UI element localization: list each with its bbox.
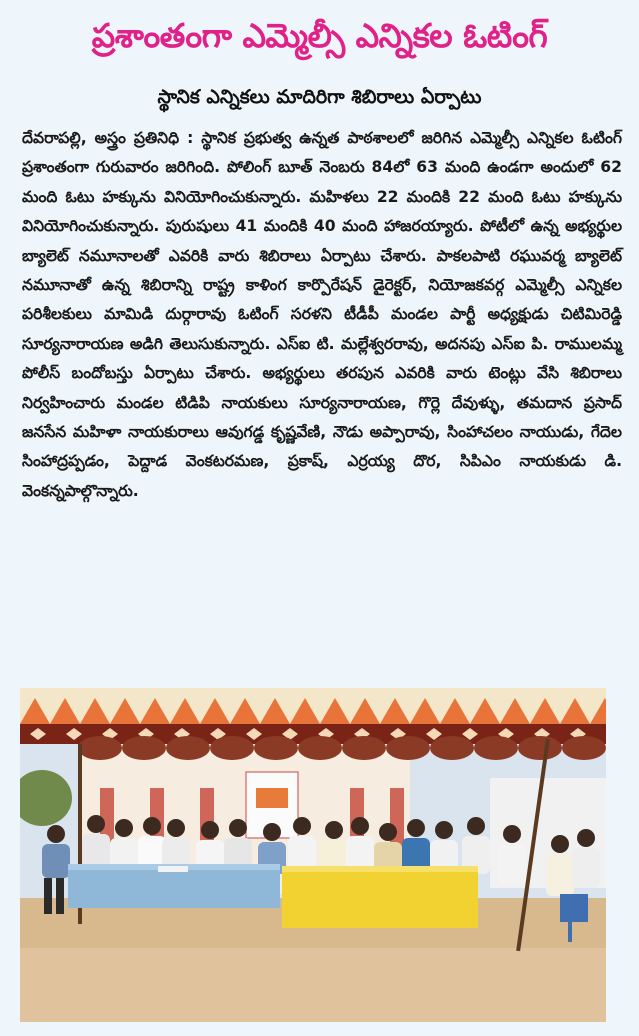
photo-illustration bbox=[20, 688, 606, 1022]
headline: ప్రశాంతంగా ఎమ్మెల్సీ ఎన్నికల ఓటింగ్ bbox=[91, 16, 548, 55]
kicker-text bbox=[22, 0, 322, 6]
article-dateline: దేవరాపల్లి, అస్త్రం ప్రతినిధి : bbox=[22, 129, 194, 147]
article-text: స్థానిక ప్రభుత్వ ఉన్నత పాఠశాలలో జరిగిన ఎమ్మెల్సీ ఎన్నికల ఓటింగ్ ప్రశాంతంగా గురువారం జరిగింది. పోలింగ్ బూత్ నెంబరు 84లో 63 మంది ఉండగా అందులో 62 మంది ఓటు హక్కును వినియోగించుకున్నారు. మహిళలు 22 మందికి 22 మంది ఓటు హక్కును వినియోగించుకున్నారు. పురుషులు 41 మందికి 40 మంది హాజరయ్యారు. పోటీలో ఉన్న అభ్యర్థుల బ్యాలెట్ నమూనాలతో ఎవరికి వారు శిబిరాలు ఏర్పాటు చేశారు. పాకలపాటి రఘువర్మ బ్యాలెట్ నమూనాతో ఉన్న శిబిరాన్ని రాష్ట్ర కాళింగ కార్పొరేషన్ డైరెక్టర్, నియోజకవర్గ ఎమ్మెల్సీ ఎన్నికల పరిశీలకులు మామిడి దుర్గారావు ఓటింగ్ సరళని టీడీపీ మండల పార్టీ అధ్యక్షుడు చిటిమిరెడ్డి సూర్యనారాయణ అడిగి తెలుసుకున్నారు. ఎస్ఐ టి. మల్లేశ్వరరావు, అదనపు ఎస్ఐ పి. రాములమ్మ పోలీస్ బందోబస్తు ఏర్పాటు చేశారు. అభ్యర్థులు తరపున ఎవరికి వారు టెంట్లు వేసి శిబిరాలు నిర్వహించారు మండల టిడిపి నాయకులు సూర్యనారాయణ, గొర్లె దేవుళ్ళు, తమదాన ప్రసాద్ జనసేన మహిళా నాయకురాలు ఆవుగడ్డ కృష్ణవేణి, నౌడు అప్పారావు, సింహాచలం నాయుడు, గేదెల సింహాద్రప్పడం, పెద్దాడ వెంకటరమణ, ప్రకాష్, ఎర్రయ్య దొర, సిపిఎం నాయకుడు డి. వెంకన్నపాల్గొన్నారు. bbox=[22, 129, 622, 500]
news-photo bbox=[20, 688, 606, 1022]
subheadline: స్థానిక ఎన్నికలు మాదిరిగా శిబిరాలు ఏర్పాటు bbox=[157, 86, 482, 108]
article-body bbox=[22, 124, 622, 506]
